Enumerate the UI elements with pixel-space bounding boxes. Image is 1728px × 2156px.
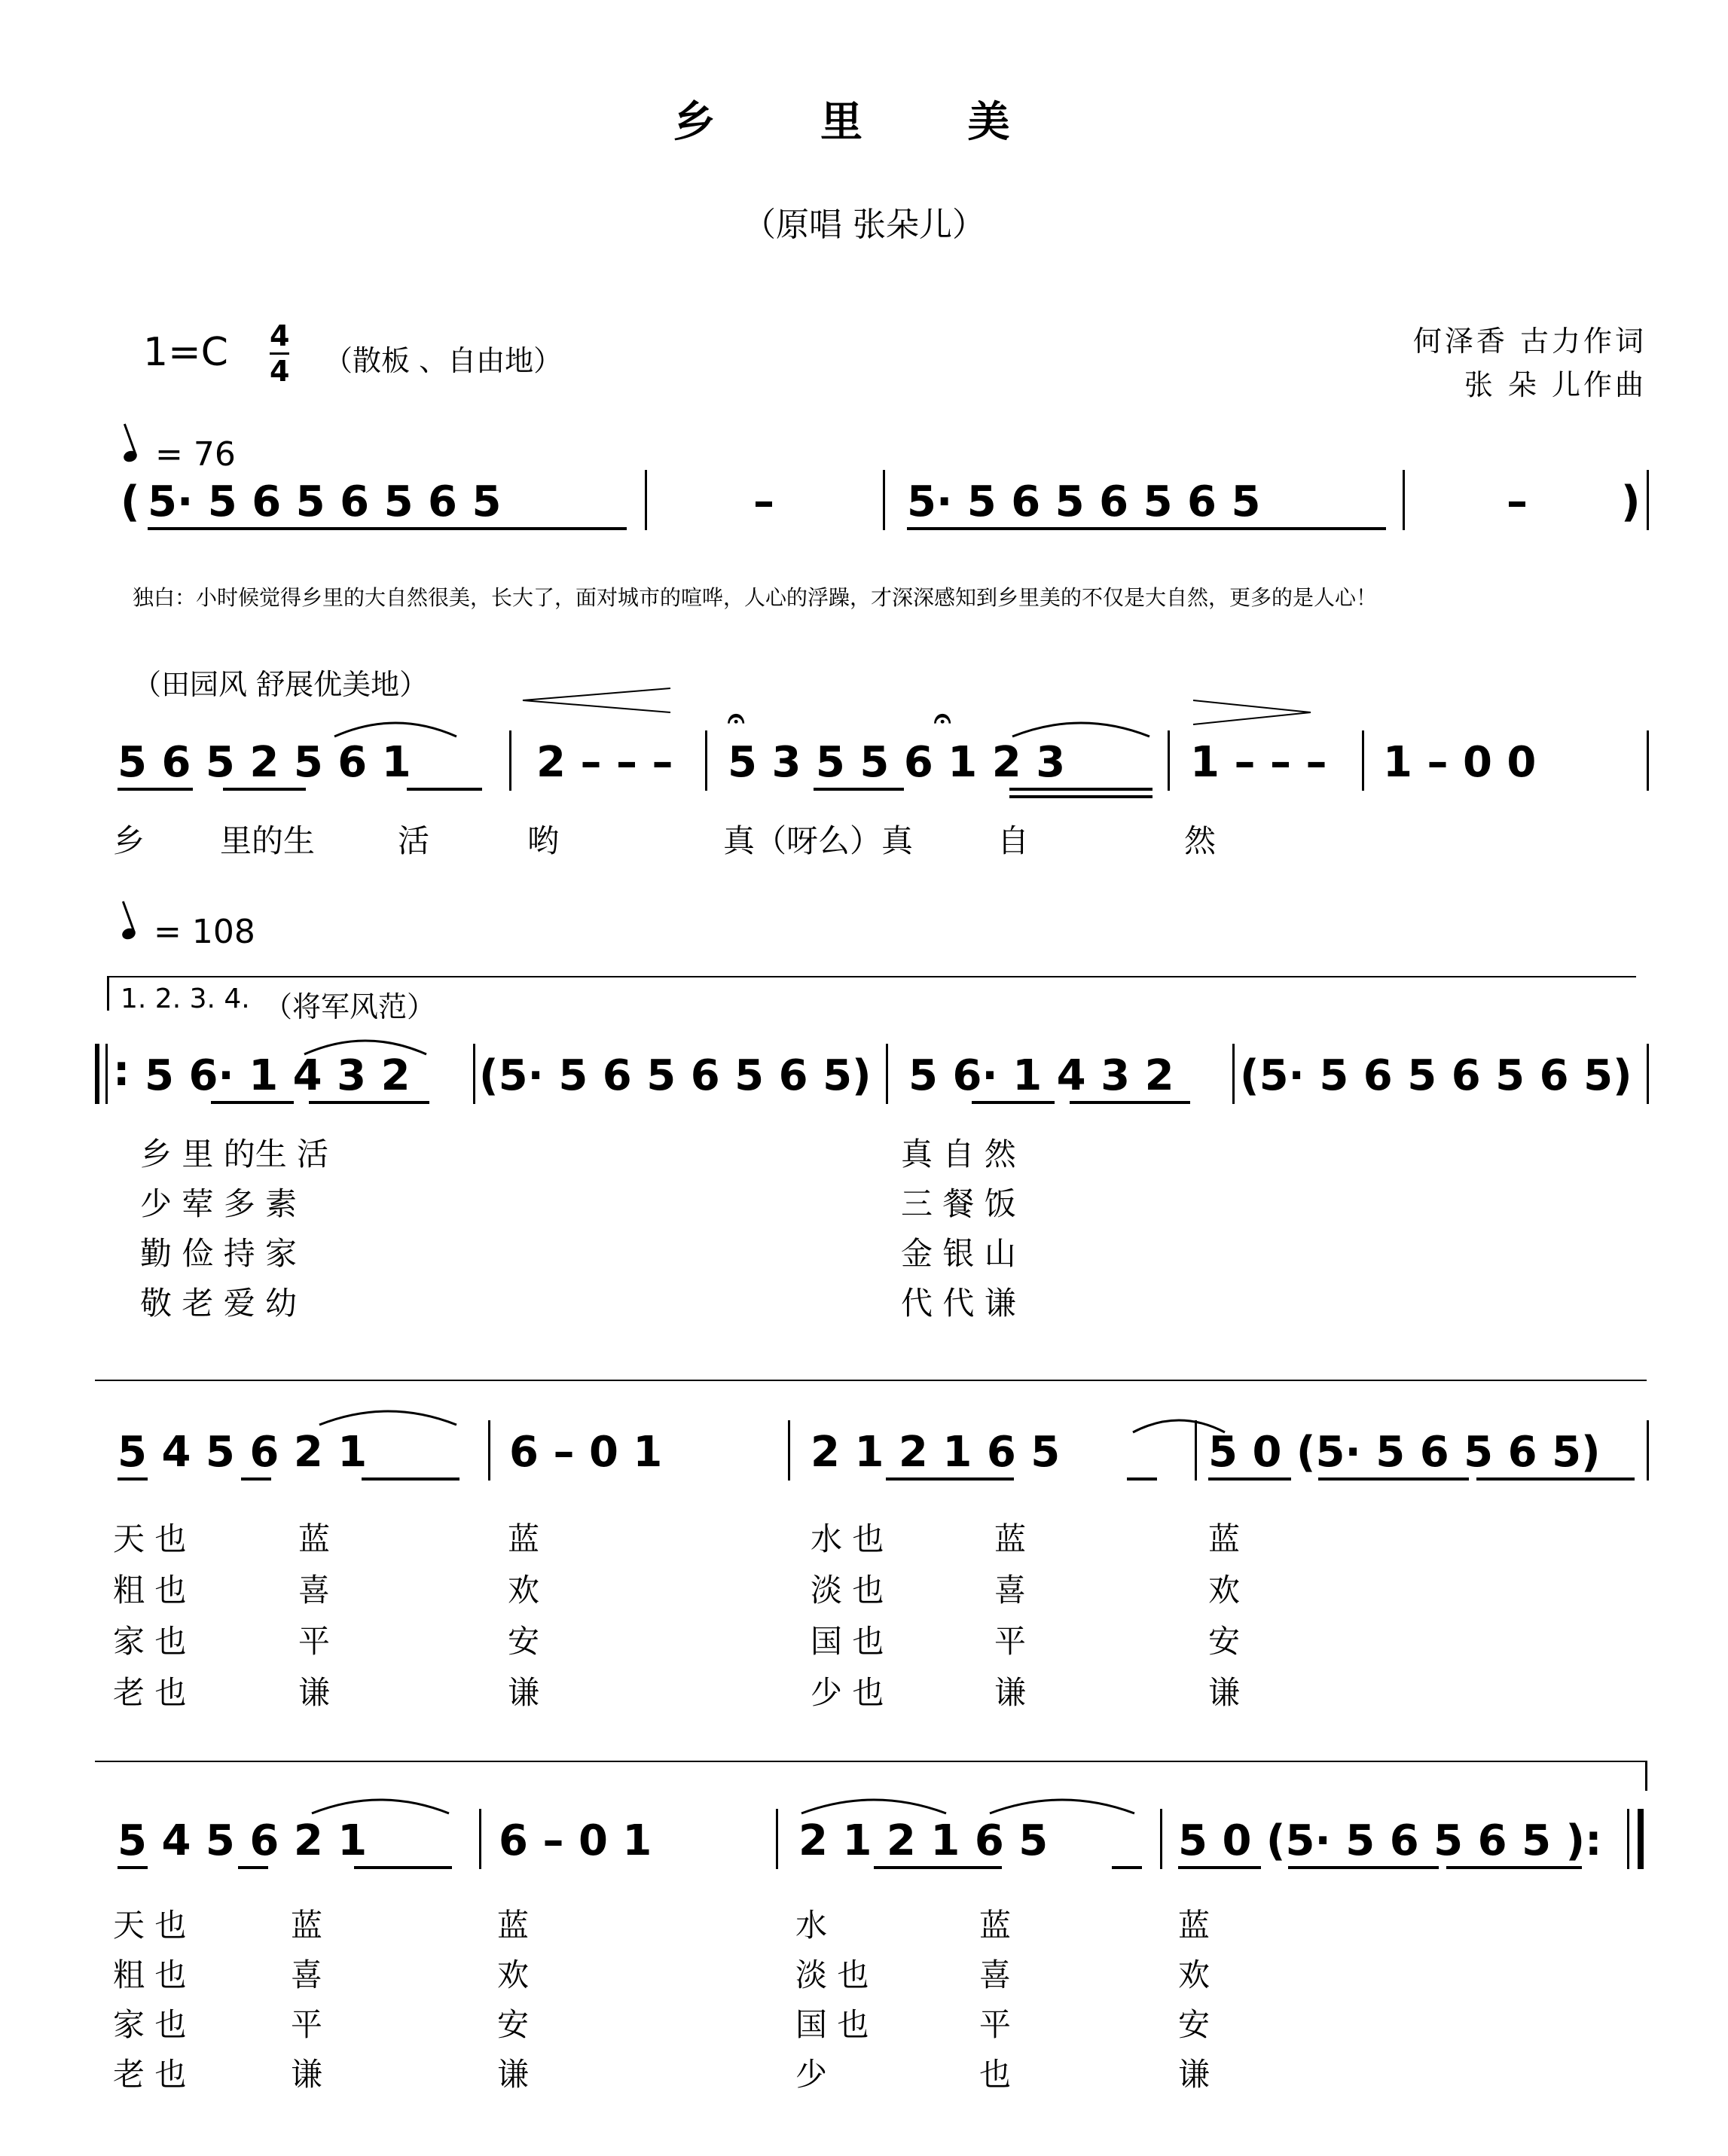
repeat-dots: :	[113, 1047, 130, 1096]
quarter-note-icon	[122, 449, 139, 463]
beam	[238, 1866, 268, 1869]
monologue-text: 独白：小时候觉得乡里的大自然很美，长大了，面对城市的喧哗，人心的浮躁，才深深感知到乡里美的不仅是大自然，更多的是人心！	[133, 585, 1378, 610]
time-signature	[270, 321, 289, 386]
lyric: 真（呀么）真	[723, 822, 914, 859]
lyric: 天 也	[113, 1907, 187, 1944]
crescendo-hairpin	[520, 685, 678, 715]
barline	[1647, 1420, 1649, 1481]
beam	[118, 1866, 148, 1869]
lyric: 国 也	[795, 2006, 869, 2043]
lyric: 里的生	[220, 822, 316, 859]
lyric: 淡 也	[811, 1572, 884, 1609]
beam	[1288, 1866, 1439, 1869]
barline	[1232, 1044, 1235, 1104]
intro-bar-3: 5· 5 6 5 6 5 6 5	[907, 477, 1261, 526]
lyric: 谦	[508, 1674, 540, 1711]
lyric: 国 也	[811, 1623, 884, 1660]
lyric: 也	[979, 2056, 1012, 2093]
section3-lyrics-col2	[298, 1514, 330, 1718]
section3-bar-2: 6 – 0 1	[509, 1428, 663, 1477]
section3-lyrics-col3	[508, 1514, 539, 1718]
intro-bar-1: 5· 5 6 5 6 5 6 5	[148, 477, 502, 526]
lyric: 老 也	[113, 2056, 187, 2093]
repeat-end-thick	[1638, 1809, 1644, 1869]
intro-rest: –	[753, 477, 774, 526]
slur	[987, 1794, 1137, 1816]
lyric: 蓝	[291, 1907, 323, 1944]
beam	[362, 1477, 459, 1481]
lyric: 乡	[113, 822, 145, 859]
lyric: 喜	[298, 1572, 331, 1609]
volta-bracket-2	[95, 1761, 1647, 1762]
barline	[705, 730, 707, 791]
section4-bar-2: 6 – 0 1	[499, 1816, 652, 1865]
section2-lyrics-right	[901, 1130, 1016, 1328]
lyric: 淡 也	[795, 1956, 869, 1993]
fermata-icon: 𝄐	[728, 700, 745, 736]
beam	[1178, 1866, 1261, 1869]
tempo-marking-1	[124, 435, 236, 474]
barline	[1160, 1809, 1162, 1869]
tempo-marking-2	[122, 913, 255, 951]
section2-bar-3: 5 6· 1 4 3 2	[908, 1051, 1174, 1100]
lyric-line: 少 荤 多 素	[140, 1185, 298, 1222]
intro-rest-2: –	[1507, 477, 1528, 526]
style-marking: （散板 、自由地）	[324, 344, 563, 377]
lyric: 谦	[994, 1674, 1027, 1711]
barline	[776, 1809, 778, 1869]
section3-bar-1: 5 4 5 6 2 1	[118, 1428, 368, 1477]
decrescendo-hairpin	[1190, 697, 1318, 727]
lyricist-credit: 何泽香 古力作词	[1412, 325, 1647, 358]
beam	[972, 1101, 1055, 1104]
lyric: 哟	[527, 822, 560, 859]
beam	[118, 1477, 148, 1481]
section4-lyrics-col1	[113, 1901, 186, 2100]
lyric: 家 也	[113, 1623, 187, 1660]
intro-open-paren: (	[121, 477, 140, 526]
beam	[1318, 1477, 1469, 1481]
section4-bar-4: 5 0 (5· 5 6 5 6 5 ):	[1178, 1816, 1602, 1865]
beam	[907, 527, 1065, 530]
section1-bar-1: 5 6 5 2 5 6 1	[118, 738, 411, 787]
section1-bar-5: 1 – 0 0	[1383, 738, 1537, 787]
lyric: 水 也	[811, 1520, 884, 1557]
barline	[886, 1044, 888, 1104]
expression-marking-1: （田园风 舒展优美地）	[133, 668, 429, 701]
lyric-line: 乡 里 的生 活	[140, 1136, 329, 1173]
lyric: 活	[398, 822, 430, 859]
barline	[488, 1420, 490, 1481]
repeat-end-thin	[1627, 1809, 1629, 1869]
beam	[1070, 1101, 1190, 1104]
lyric: 欢	[497, 1956, 530, 1993]
lyric: 粗 也	[113, 1572, 187, 1609]
section3-lyrics-col1	[113, 1514, 186, 1718]
lyric: 水	[795, 1907, 828, 1944]
song-title: 乡 里 美	[673, 97, 1055, 147]
composer-credit: 张 朵 儿作曲	[1464, 368, 1647, 401]
intro-close-paren: )	[1621, 477, 1641, 526]
section1-bar-2: 2 – – –	[536, 738, 673, 787]
slur	[309, 1794, 452, 1816]
volta-label: 1. 2. 3. 4.	[121, 983, 250, 1014]
beam	[1446, 1866, 1582, 1869]
section1-bar-4: 1 – – –	[1190, 738, 1327, 787]
beam	[1112, 1866, 1142, 1869]
tempo-value-2: = 108	[154, 913, 255, 951]
lyric: 安	[497, 2006, 530, 2043]
lyric: 谦	[291, 2056, 323, 2093]
section2-bar-4: (5· 5 6 5 6 5 6 5)	[1240, 1051, 1632, 1100]
tempo-value-1: = 76	[155, 435, 236, 474]
lyric: 安	[508, 1623, 540, 1660]
quarter-note-icon	[121, 926, 137, 941]
beam	[1208, 1477, 1291, 1481]
lyric: 喜	[979, 1956, 1012, 1993]
meter-top: 4	[270, 319, 290, 352]
beam	[874, 1866, 1002, 1869]
lyric: 蓝	[497, 1907, 530, 1944]
beam	[148, 527, 306, 530]
lyric-line: 敬 老 爱 幼	[140, 1285, 298, 1322]
meter-bottom: 4	[270, 355, 290, 388]
lyric: 蓝	[979, 1907, 1012, 1944]
lyric-line: 金 银 山	[901, 1235, 1016, 1272]
beam	[309, 1101, 429, 1104]
slur	[316, 1405, 459, 1428]
barline	[473, 1044, 475, 1104]
credits	[1413, 319, 1647, 407]
lyric: 粗 也	[113, 1956, 187, 1993]
lyric: 喜	[994, 1572, 1027, 1609]
lyric: 欢	[1208, 1572, 1241, 1609]
lyric: 蓝	[298, 1520, 331, 1557]
tie	[1130, 1413, 1228, 1435]
section3-bar-3: 2 1 2 1 6 5	[811, 1428, 1061, 1477]
barline	[883, 470, 885, 530]
lyric: 喜	[291, 1956, 323, 1993]
lyric: 天 也	[113, 1520, 187, 1557]
repeat-start-thin	[105, 1044, 108, 1104]
lyric: 然	[1184, 822, 1217, 859]
section3-lyrics-col5	[994, 1514, 1026, 1718]
barline	[509, 730, 511, 791]
lyric: 谦	[1208, 1674, 1241, 1711]
beam	[306, 527, 627, 530]
lyric: 欢	[1178, 1956, 1211, 1993]
barline	[1647, 730, 1649, 791]
lyric: 安	[1178, 2006, 1211, 2043]
section3-bar-4: 5 0 (5· 5 6 5 6 5)	[1208, 1428, 1601, 1477]
beam	[223, 788, 306, 791]
lyric-line: 真 自 然	[901, 1136, 1016, 1173]
fermata-icon: 𝄐	[934, 700, 951, 736]
lyric: 欢	[508, 1572, 540, 1609]
beam	[241, 1477, 271, 1481]
beam	[814, 788, 904, 791]
lyric: 谦	[298, 1674, 331, 1711]
beam	[1009, 788, 1153, 791]
lyric: 蓝	[508, 1520, 540, 1557]
beam	[354, 1866, 452, 1869]
lyric: 少 也	[811, 1674, 884, 1711]
barline	[1403, 470, 1405, 530]
section4-lyrics-col4	[795, 1901, 869, 2100]
slur	[331, 717, 459, 740]
section3-lyrics-col4	[811, 1514, 884, 1718]
section4-bar-1: 5 4 5 6 2 1	[118, 1816, 368, 1865]
lyric-line: 代 代 谦	[901, 1285, 1016, 1322]
lyric: 老 也	[113, 1674, 187, 1711]
section4-lyrics-col2	[291, 1901, 322, 2100]
barline	[1362, 730, 1364, 791]
lyric: 谦	[1178, 2056, 1211, 2093]
lyric: 蓝	[994, 1520, 1027, 1557]
beam	[1065, 527, 1386, 530]
song-subtitle: （原唱 张朵儿）	[743, 206, 985, 244]
lyric: 谦	[497, 2056, 530, 2093]
beam	[886, 1477, 1014, 1481]
beam	[407, 788, 482, 791]
barline-end	[1647, 470, 1649, 530]
section2-bar-1: 5 6· 1 4 3 2	[145, 1051, 411, 1100]
slur	[1009, 717, 1153, 740]
lyric: 自	[997, 822, 1030, 859]
barline	[1168, 730, 1170, 791]
lyric: 平	[291, 2006, 323, 2043]
section1-bar-3: 5 3 5 5 6 1 2 3	[728, 738, 1066, 787]
lyric: 平	[979, 2006, 1012, 2043]
section4-lyrics-col3	[497, 1901, 529, 2100]
section4-lyrics-col6	[1178, 1901, 1210, 2100]
lyric: 少	[795, 2056, 828, 2093]
lyric: 平	[994, 1623, 1027, 1660]
lyric: 平	[298, 1623, 331, 1660]
lyric: 家 也	[113, 2006, 187, 2043]
section4-bar-3: 2 1 2 1 6 5	[798, 1816, 1049, 1865]
barline	[788, 1420, 790, 1481]
barline	[479, 1809, 481, 1869]
section4-lyrics-col5	[979, 1901, 1011, 2100]
section3-lyrics-col6	[1208, 1514, 1240, 1718]
barline	[1647, 1044, 1649, 1104]
beam	[211, 1101, 294, 1104]
beam	[1127, 1477, 1157, 1481]
repeat-start-thick	[95, 1044, 99, 1104]
slur	[301, 1035, 429, 1057]
slur	[798, 1794, 949, 1816]
beam	[1009, 795, 1153, 798]
beam	[118, 788, 193, 791]
lyric: 安	[1208, 1623, 1241, 1660]
volta-bracket-right	[1645, 1761, 1647, 1791]
key-signature: 1=C	[143, 330, 228, 375]
section2-bar-2: (5· 5 6 5 6 5 6 5)	[479, 1051, 872, 1100]
volta-bracket-left	[107, 976, 109, 1011]
barline	[645, 470, 647, 530]
lyric: 蓝	[1178, 1907, 1211, 1944]
lyric-line: 勤 俭 持 家	[140, 1235, 298, 1272]
lyric-line: 三 餐 饭	[901, 1185, 1016, 1222]
beam	[1476, 1477, 1635, 1481]
expression-marking-2: （将军风范）	[264, 990, 436, 1023]
section-divider	[95, 1380, 1647, 1381]
section2-lyrics-left	[140, 1130, 328, 1328]
volta-bracket	[107, 976, 1636, 977]
lyric: 蓝	[1208, 1520, 1241, 1557]
